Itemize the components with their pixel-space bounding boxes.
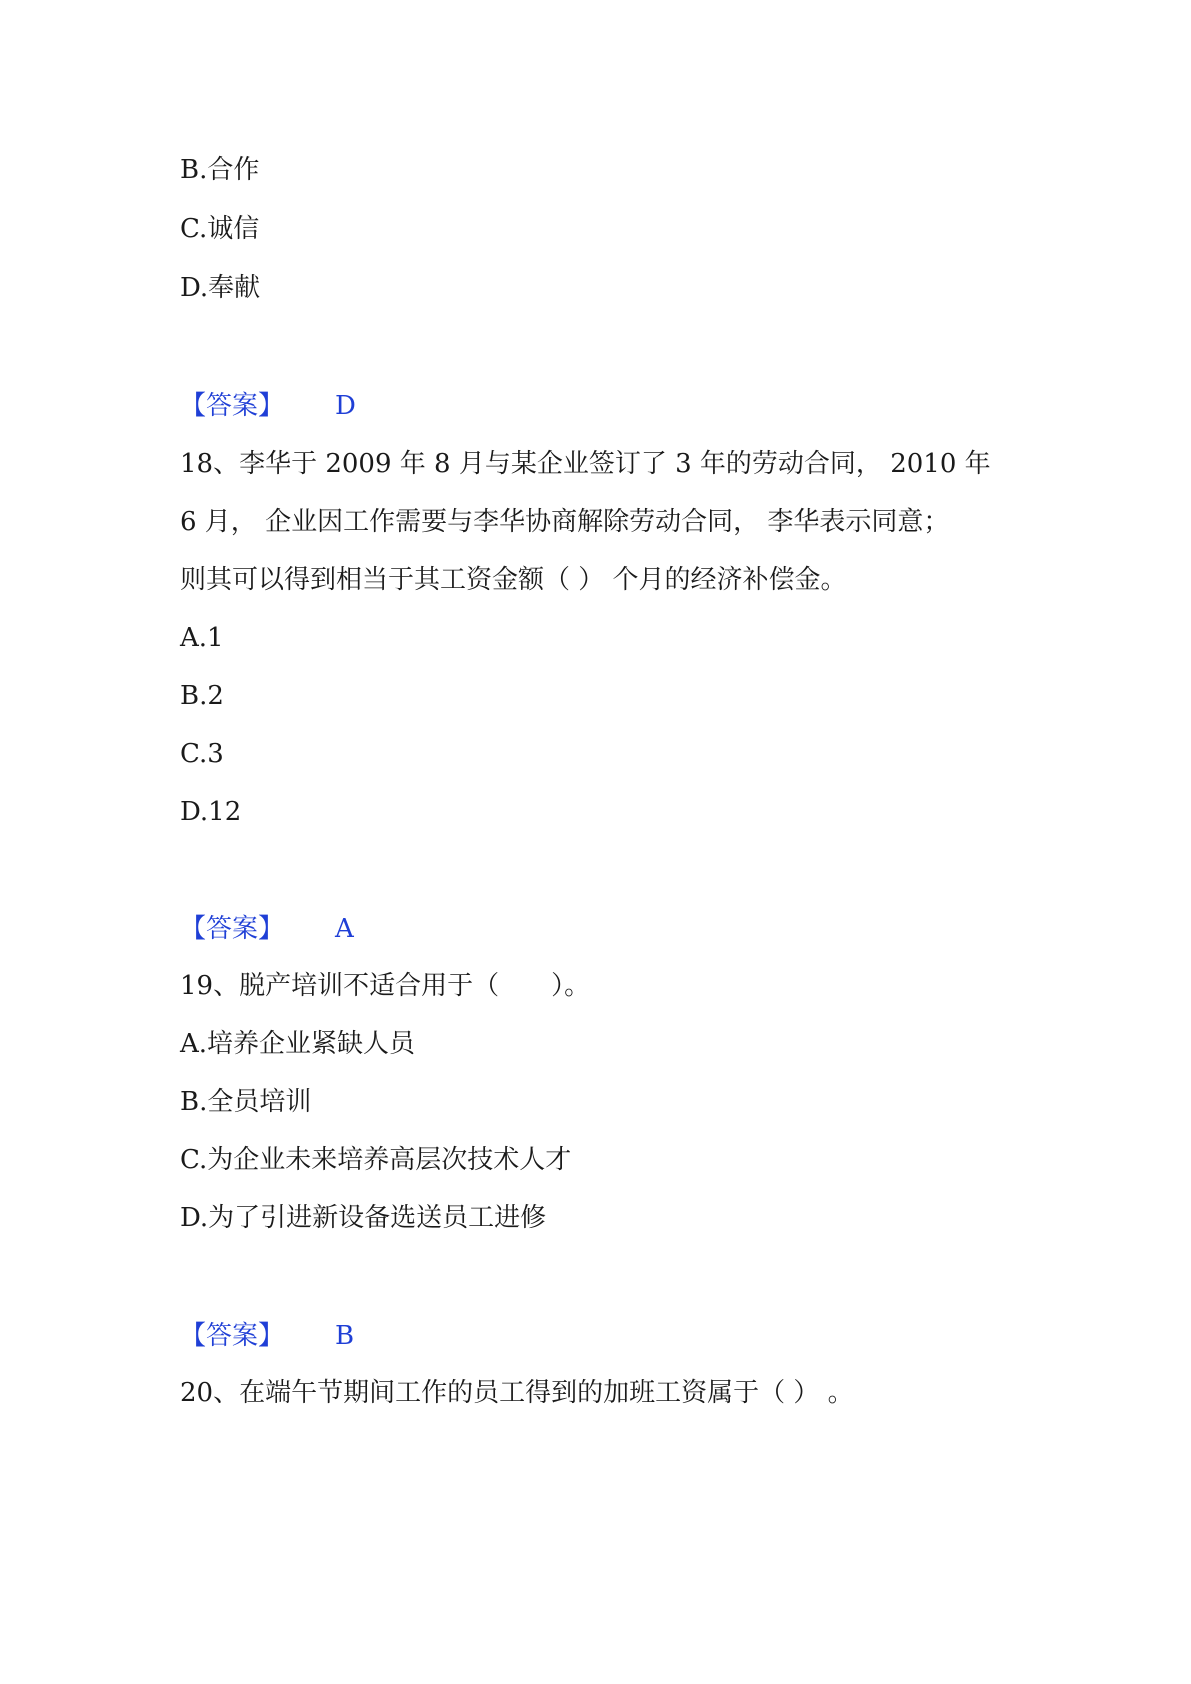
answer-row xyxy=(180,913,580,945)
option-line: D.12 xyxy=(180,797,242,827)
question-text: 6 月， 企业因工作需要与李华协商解除劳动合同， 李华表示同意； xyxy=(180,507,950,537)
option-line: D.为了引进新设备选送员工进修 xyxy=(180,1203,547,1233)
question-text: 则其可以得到相当于其工资金额（ ） 个月的经济补偿金。 xyxy=(180,565,847,595)
answer-row xyxy=(180,390,580,422)
option-line: B.2 xyxy=(180,681,224,711)
question-text: 18、李华于 2009 年 8 月与某企业签订了 3 年的劳动合同， 2010 年 xyxy=(180,449,991,479)
option-line: A.培养企业紧缺人员 xyxy=(180,1029,416,1059)
option-line: C.为企业未来培养高层次技术人才 xyxy=(180,1145,572,1175)
question-text: 20、在端午节期间工作的员工得到的加班工资属于（ ） 。 xyxy=(180,1378,854,1408)
answer-row xyxy=(180,1320,580,1352)
option-line: C.诚信 xyxy=(180,214,260,244)
question-text: 19、脱产培训不适合用于（ ）。 xyxy=(180,971,591,1001)
answer-value: B xyxy=(335,1321,355,1351)
answer-label: 【答案】 xyxy=(180,914,285,944)
option-line: A.1 xyxy=(180,623,224,653)
option-line: C.3 xyxy=(180,739,224,769)
option-line: D.奉献 xyxy=(180,273,261,303)
answer-value: D xyxy=(335,391,356,421)
answer-label: 【答案】 xyxy=(180,391,285,421)
answer-value: A xyxy=(335,914,354,944)
option-line: B.合作 xyxy=(180,155,260,185)
option-line: B.全员培训 xyxy=(180,1087,312,1117)
answer-label: 【答案】 xyxy=(180,1321,285,1351)
